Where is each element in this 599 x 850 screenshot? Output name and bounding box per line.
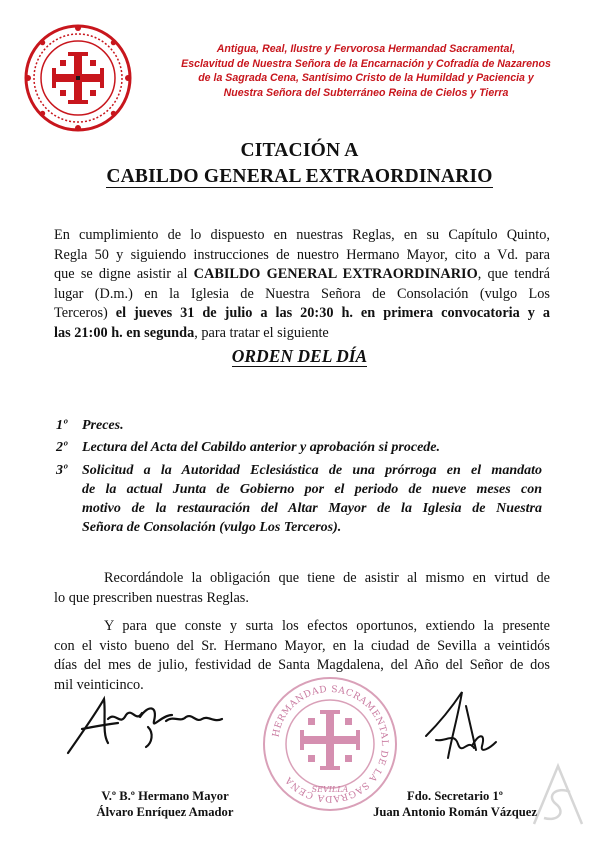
signature-secretario-icon (416, 686, 504, 770)
agenda-item-text: de la actual Junta de Gobierno por el periodo de nueve meses con (82, 481, 542, 497)
body-text: Terceros) (54, 305, 116, 322)
agenda-item-text: Lectura del Acta del Cabildo anterior y aprobación si procede. (82, 440, 441, 456)
agenda-item-text: Solicitud a la Autoridad Eclesiástica de una prórroga en el mandato (82, 462, 542, 478)
title-line-2 (0, 166, 599, 188)
agenda-item-text: Señora de Consolación (vulgo Los Terceros). (82, 520, 342, 536)
body-text: , que tendrá (477, 266, 551, 283)
body-line (54, 304, 550, 324)
agenda-item (56, 438, 542, 457)
closing-line: mil veinticinco. (54, 676, 144, 693)
body-line (54, 265, 550, 285)
brotherhood-line: Esclavitud de Nuestra Señora de la Encarnación y Cofradía de Nazarenos (181, 57, 551, 70)
signer-title: V.º B.º Hermano Mayor (101, 789, 229, 803)
signature-hermano-mayor-icon (62, 693, 232, 757)
body-bold-text: las 21:00 h. en segunda (54, 324, 195, 341)
brotherhood-line: Antigua, Real, Ilustre y Fervorosa Hermandad Sacramental, (216, 43, 516, 55)
body-text: que se digne asistir al (54, 266, 194, 283)
brotherhood-line: Nuestra Señora del Subterráneo Reina de Cielos y Tierra (223, 86, 509, 99)
body-line (54, 324, 550, 344)
body-text: , para tratar el siguiente (194, 324, 329, 341)
agenda-heading-text: ORDEN DEL DÍA (231, 346, 368, 366)
closing-line: días del mes de julio, festividad de Santa Magdalena, del Año del Señor de dos (54, 657, 550, 674)
body-bold-text: CABILDO GENERAL EXTRAORDINARIO (193, 266, 478, 283)
brotherhood-line: de la Sagrada Cena, Santísimo Cristo de la Humildad y Paciencia y (198, 72, 534, 85)
signer-name: Juan Antonio Román Vázquez (373, 805, 537, 820)
signer-title: Fdo. Secretario 1º (407, 789, 503, 803)
signature-block-left (70, 788, 260, 821)
title-line-2-text: CABILDO GENERAL EXTRAORDINARIO (106, 166, 493, 187)
agenda-heading (0, 346, 599, 367)
closing-line: Y para que conste y surta los efectos oportunos, extiendo la presente (104, 618, 550, 634)
seal-city-text: SEVILLA (311, 785, 349, 794)
signature-block-right (350, 788, 560, 821)
title-line-1: CITACIÓN A (240, 140, 359, 161)
convocation-paragraph (54, 226, 550, 344)
agenda-list (56, 416, 542, 541)
body-line: lugar (D.m.) en la Iglesia de Nuestra Señora de Consolación (vulgo Los (54, 285, 550, 302)
closing-line: Recordándole la obligación que tiene de asistir al mismo en virtud de (104, 570, 550, 586)
agenda-item-text: motivo de la restauración del Altar Mayor de la Iglesia de Nuestra (82, 501, 542, 517)
agenda-item-number: 3º (56, 462, 68, 478)
agenda-item (56, 461, 542, 538)
brotherhood-name (150, 42, 582, 100)
agenda-item-number: 1º (56, 418, 68, 433)
agenda-item-number: 2º (56, 440, 68, 456)
agenda-item-text: Preces. (82, 418, 124, 433)
closing-paragraph-1 (54, 569, 550, 608)
body-line: En cumplimiento de lo dispuesto en nuestras Reglas, en su Capítulo Quinto, (54, 227, 550, 243)
signer-name: Álvaro Enríquez Amador (96, 805, 234, 820)
closing-line: con el visto bueno del Sr. Hermano Mayor, en la ciudad de Sevilla a veintidós (54, 637, 550, 654)
agenda-item (56, 416, 542, 435)
seal-ring-text: HERMANDAD SACRAMENTAL DE LA SAGRADA CENA (270, 683, 391, 805)
body-bold-text: el jueves 31 de julio a las 20:30 h. en primera convocatoria y a (115, 305, 551, 322)
crest-logo-icon (22, 22, 134, 134)
closing-line: lo que prescriben nuestras Reglas. (54, 589, 249, 606)
body-line: Regla 50 y siguiendo instrucciones de nuestro Hermano Mayor, cito a Vd. para (54, 246, 550, 263)
